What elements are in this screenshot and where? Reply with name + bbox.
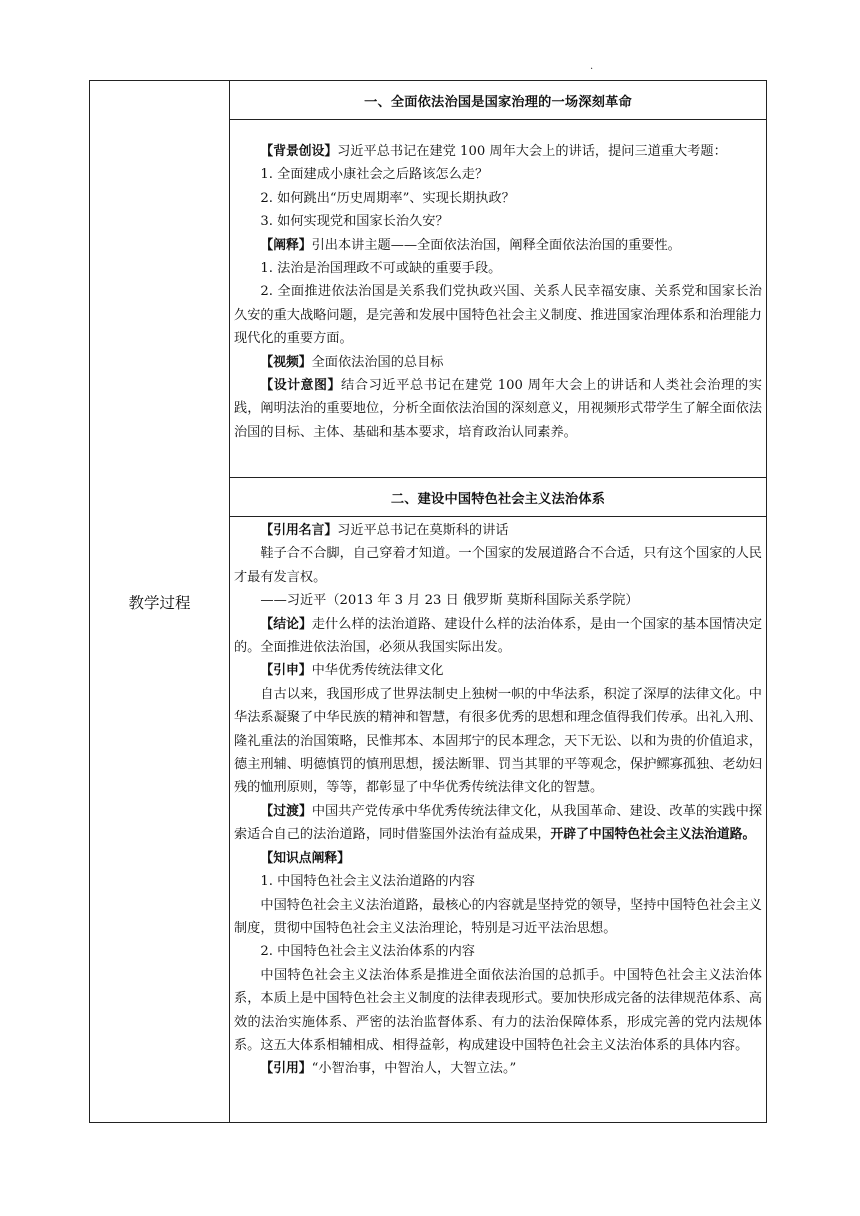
- section1-header: [230, 81, 767, 120]
- conclusion-keyword: 【结论】: [260, 616, 312, 632]
- header-mark: .: [590, 61, 594, 72]
- lesson-plan-table: [89, 80, 767, 1123]
- transition-bold-text: 开辟了中国特色社会主义法治道路。: [550, 827, 756, 843]
- transition-text: 中国共产党传承中华优秀传统法律文化，从我国革命、建设、改革的实践中探索适合自己的法治道路，同时借鉴国外法治有益成果，: [234, 803, 763, 843]
- design-intent-keyword: 【设计意图】: [260, 378, 341, 394]
- video-paragraph: [234, 351, 762, 374]
- extension-keyword: 【引申】: [260, 663, 312, 679]
- explanation-paragraph: [234, 234, 762, 257]
- background-paragraph: [234, 140, 762, 163]
- teaching-process-label-cell: [90, 81, 230, 1123]
- citation-keyword: 【引用】: [260, 1061, 312, 1077]
- conclusion-text: 走什么样的法治道路、建设什么样的法治体系，是由一个国家的基本国情决定的。全面推进依法治国，必须从我国实际出发。: [234, 616, 763, 656]
- knowledge-keyword: 【知识点阐释】: [260, 850, 350, 866]
- section2-title: 二、建设中国特色社会主义法治体系: [390, 491, 606, 507]
- knowledge-keyword-paragraph: [234, 847, 762, 870]
- extension-paragraph: [234, 659, 762, 682]
- section1-body: [230, 120, 767, 478]
- knowledge-point-2-text: 中国特色社会主义法治体系是推进全面依法治国的总抓手。中国特色社会主义法治体系，本质上是中国特色社会主义制度的法律表现形式。要加快形成完备的法律规范体系、高效的法治实施体系、严密的法治监督体系、有力的法治保障体系，形成完善的党内法规体系。这五大体系相辅相成、相得益彰，构成建设中国特色社会主义法治体系的具体内容。: [234, 967, 762, 1053]
- explanation-keyword: 【阐释】: [260, 237, 312, 253]
- quote-intro-keyword: 【引用名言】: [260, 523, 338, 538]
- section1-title: 一、全面依法治国是国家治理的一场深刻革命: [364, 94, 632, 110]
- design-intent-paragraph: [234, 374, 762, 444]
- citation-paragraph: [234, 1057, 762, 1080]
- knowledge-point-2-title: 2. 中国特色社会主义法治体系的内容: [260, 944, 475, 960]
- question-3: 3. 如何实现党和国家长治久安？: [260, 214, 449, 230]
- legal-culture-paragraph: 自古以来，我国形成了世界法制史上独树一帜的中华法系，积淀了深厚的法律文化。中华法系凝聚了中华民族的精神和智慧，有很多优秀的思想和理念值得我们传承。出礼入刑、隆礼重法的治国策略，民惟邦本、本固邦宁的民本理念，天下无讼、以和为贵的价值追求，德主刑辅、明德慎罚的慎刑思想，援法断罪、罚当其罪的平等观念，保护鳏寡孤独、老幼妇残的恤刑原则，等等，都彰显了中华优秀传统法律文化的智慧。: [234, 686, 762, 796]
- transition-paragraph: [234, 800, 762, 847]
- knowledge-point-1-text: 中国特色社会主义法治道路，最核心的内容就是坚持党的领导，坚持中国特色社会主义制度，贯彻中国特色社会主义法治理论，特别是习近平法治思想。: [234, 897, 762, 936]
- quote-text: 鞋子合不合脚，自己穿着才知道。一个国家的发展道路合不合适，只有这个国家的人民才最有发言权。: [234, 546, 762, 585]
- quote-intro-paragraph: [234, 519, 762, 542]
- video-keyword: 【视频】: [260, 354, 312, 370]
- transition-keyword: 【过渡】: [260, 803, 312, 819]
- section2-header: [230, 478, 767, 517]
- teaching-process-label: 教学过程: [128, 593, 191, 612]
- design-intent-text: 结合习近平总书记在建党 100 周年大会上的讲话和人类社会治理的实践，阐明法治的重要地位，分析全面依法治国的深刻意义，用视频形式带学生了解全面依法治国的目标、主体、基础和基本要求，培育政治认同素养。: [234, 378, 762, 440]
- conclusion-paragraph: [234, 613, 762, 660]
- quote-intro-text: 习近平总书记在莫斯科的讲话: [337, 523, 509, 538]
- knowledge-point-1-title: 1. 中国特色社会主义法治道路的内容: [260, 874, 475, 890]
- extension-text: 中华优秀传统法律文化: [311, 663, 444, 679]
- video-text: 全面依法治国的总目标: [311, 354, 444, 370]
- background-text: 习近平总书记在建党 100 周年大会上的讲话，提问三道重大考题：: [337, 144, 727, 159]
- point-1: 1. 法治是治国理政不可或缺的重要手段。: [260, 261, 502, 277]
- background-keyword: 【背景创设】: [260, 144, 338, 159]
- quote-source: ——习近平（2013 年 3 月 23 日 俄罗斯 莫斯科国际关系学院）: [260, 593, 639, 609]
- point-2: 2. 全面推进依法治国是关系我们党执政兴国、关系人民幸福安康、关系党和国家长治久安的重大战略问题，是完善和发展中国特色社会主义制度、推进国家治理体系和治理能力现代化的重要方面。: [234, 284, 762, 347]
- section2-body: [230, 517, 767, 1123]
- question-1: 1. 全面建成小康社会之后路该怎么走？: [260, 167, 489, 183]
- question-2: 2. 如何跳出“历史周期率”、实现长期执政？: [260, 190, 515, 206]
- explanation-text: 引出本讲主题——全面依法治国，阐释全面依法治国的重要性。: [311, 237, 681, 253]
- citation-text: “小智治事，中智治人，大智立法。”: [311, 1061, 517, 1077]
